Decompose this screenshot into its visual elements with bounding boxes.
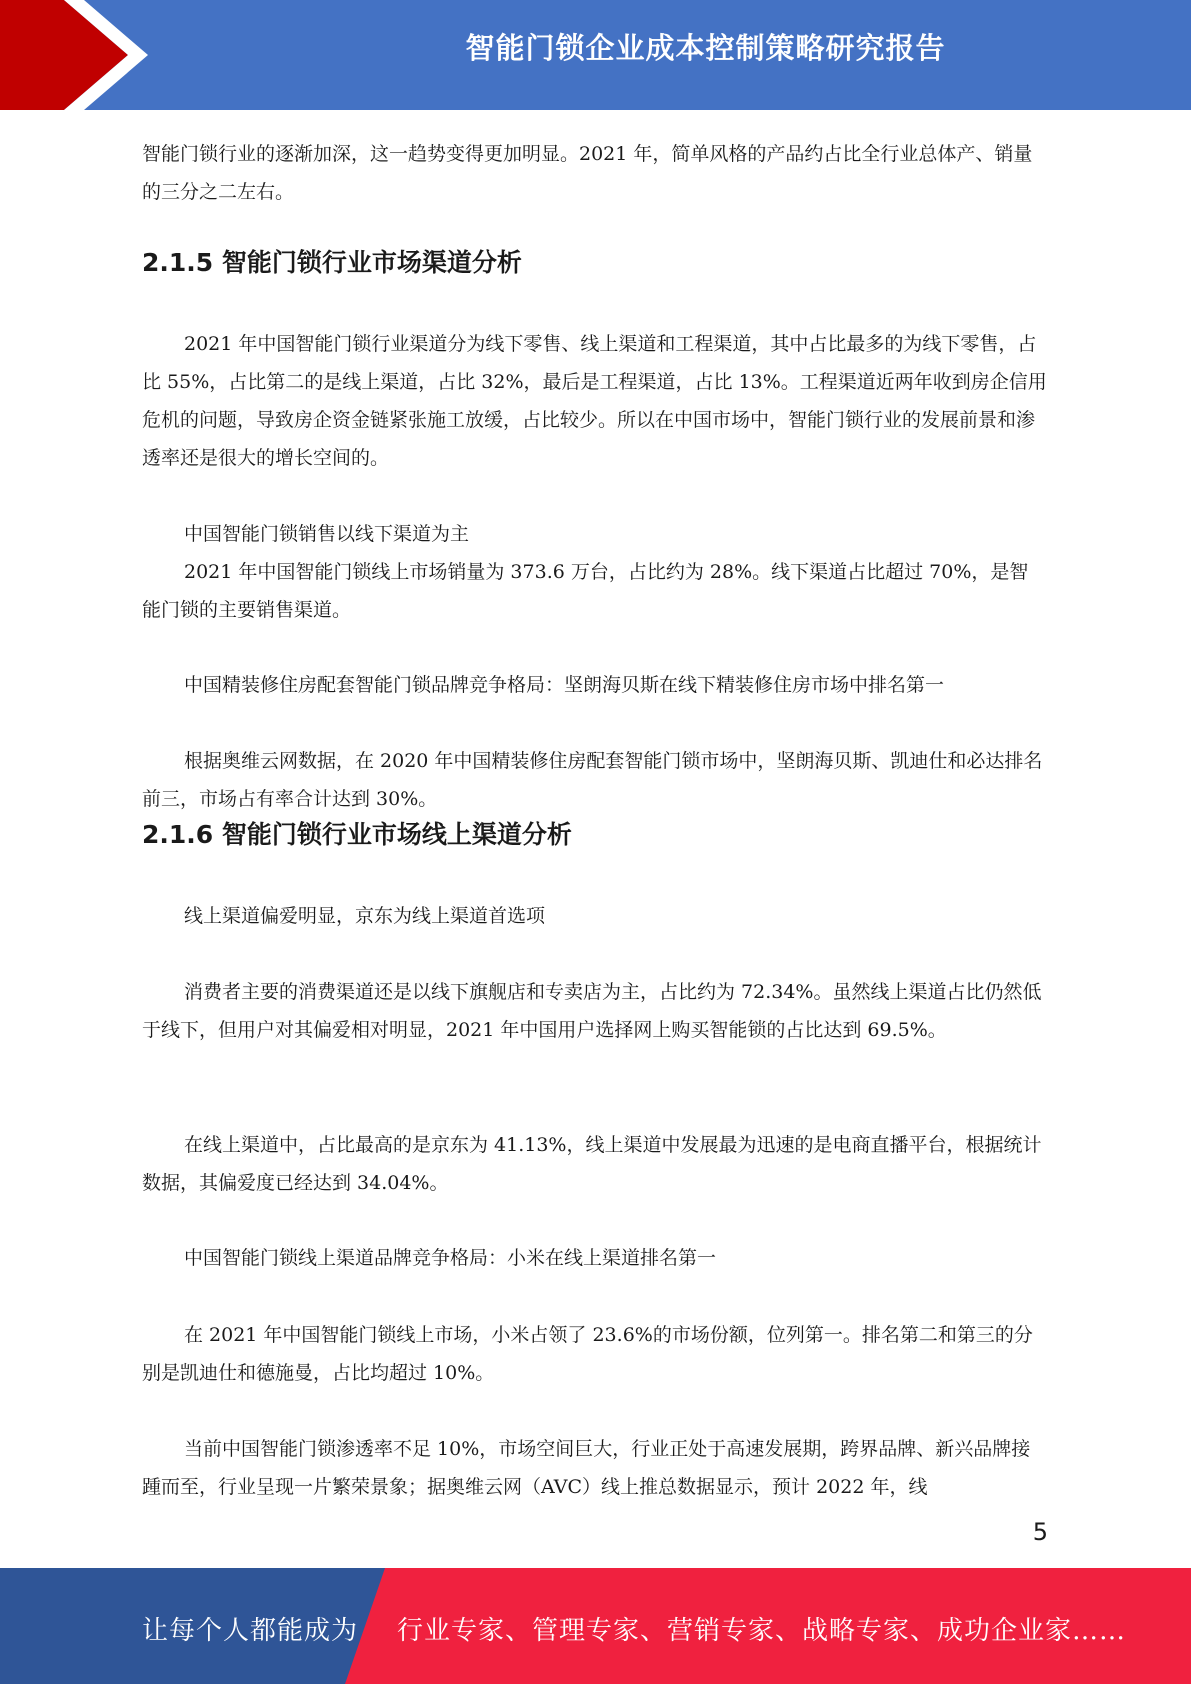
paragraph-avc: 根据奥维云网数据，在 2020 年中国精装修住房配套智能门锁市场中，坚朗海贝斯、凯迪仕和必达排名前三，市场占有率合计达到 30%。 <box>142 750 1043 810</box>
section-2-1-6-title: 2.1.6 智能门锁行业市场线上渠道分析 <box>142 820 572 849</box>
paragraph-online-heading: 线上渠道偏爱明显，京东为线上渠道首选项 <box>184 905 546 927</box>
paragraph-offline-heading: 中国智能门锁销售以线下渠道为主 <box>184 523 470 545</box>
footer-slogan-right: 行业专家、管理专家、营销专家、战略专家、成功企业家…… <box>397 1616 1127 1646</box>
footer-slogan-left: 让每个人都能成为 <box>142 1616 359 1646</box>
paragraph-brand-heading: 中国精装修住房配套智能门锁品牌竞争格局：坚朗海贝斯在线下精装修住房市场中排名第一 <box>184 674 945 696</box>
page-number: 5 <box>1032 1518 1048 1546</box>
paragraph-channels: 2021 年中国智能门锁行业渠道分为线下零售、线上渠道和工程渠道，其中占比最多的为线下零售，占比 55%，占比第二的是线上渠道，占比 32%，最后是工程渠道，占比 13%。工程渠道近两年收到房企信用危机的问题，导致房企资金链紧张施工放缓，占比较少。所以在中国市场中，智能门锁行业的发展前景和渗透率还是很大的增长空间的。 <box>142 333 1047 469</box>
header-title: 智能门锁企业成本控制策略研究报告 <box>465 31 946 65</box>
paragraph-offline: 2021 年中国智能门锁线上市场销量为 373.6 万台，占比约为 28%。线下渠道占比超过 70%，是智能门锁的主要销售渠道。 <box>142 561 1029 621</box>
page-header <box>0 0 1191 110</box>
paragraph-xiaomi: 在 2021 年中国智能门锁线上市场，小米占领了 23.6%的市场份额，位列第一。排名第二和第三的分别是凯迪仕和德施曼，占比均超过 10%。 <box>142 1324 1033 1384</box>
paragraph-penetration: 当前中国智能门锁渗透率不足 10%，市场空间巨大，行业正处于高速发展期，跨界品牌、新兴品牌接踵而至，行业呈现一片繁荣景象；据奥维云网（AVC）线上推总数据显示，预计 2022 年，线 <box>142 1438 1031 1498</box>
paragraph-intro: 智能门锁行业的逐渐加深，这一趋势变得更加明显。2021 年，简单风格的产品约占比全行业总体产、销量的三分之二左右。 <box>142 143 1033 203</box>
page-footer <box>0 1568 1191 1684</box>
paragraph-consumer: 消费者主要的消费渠道还是以线下旗舰店和专卖店为主，占比约为 72.34%。虽然线上渠道占比仍然低于线下，但用户对其偏爱相对明显，2021 年中国用户选择网上购买智能锁的占比达到 69.5%。 <box>142 981 1042 1041</box>
paragraph-online-brand-heading: 中国智能门锁线上渠道品牌竞争格局：小米在线上渠道排名第一 <box>184 1247 717 1269</box>
paragraph-jd: 在线上渠道中，占比最高的是京东为 41.13%，线上渠道中发展最为迅速的是电商直播平台，根据统计数据，其偏爱度已经达到 34.04%。 <box>142 1134 1042 1194</box>
section-2-1-5-title: 2.1.5 智能门锁行业市场渠道分析 <box>142 248 522 277</box>
